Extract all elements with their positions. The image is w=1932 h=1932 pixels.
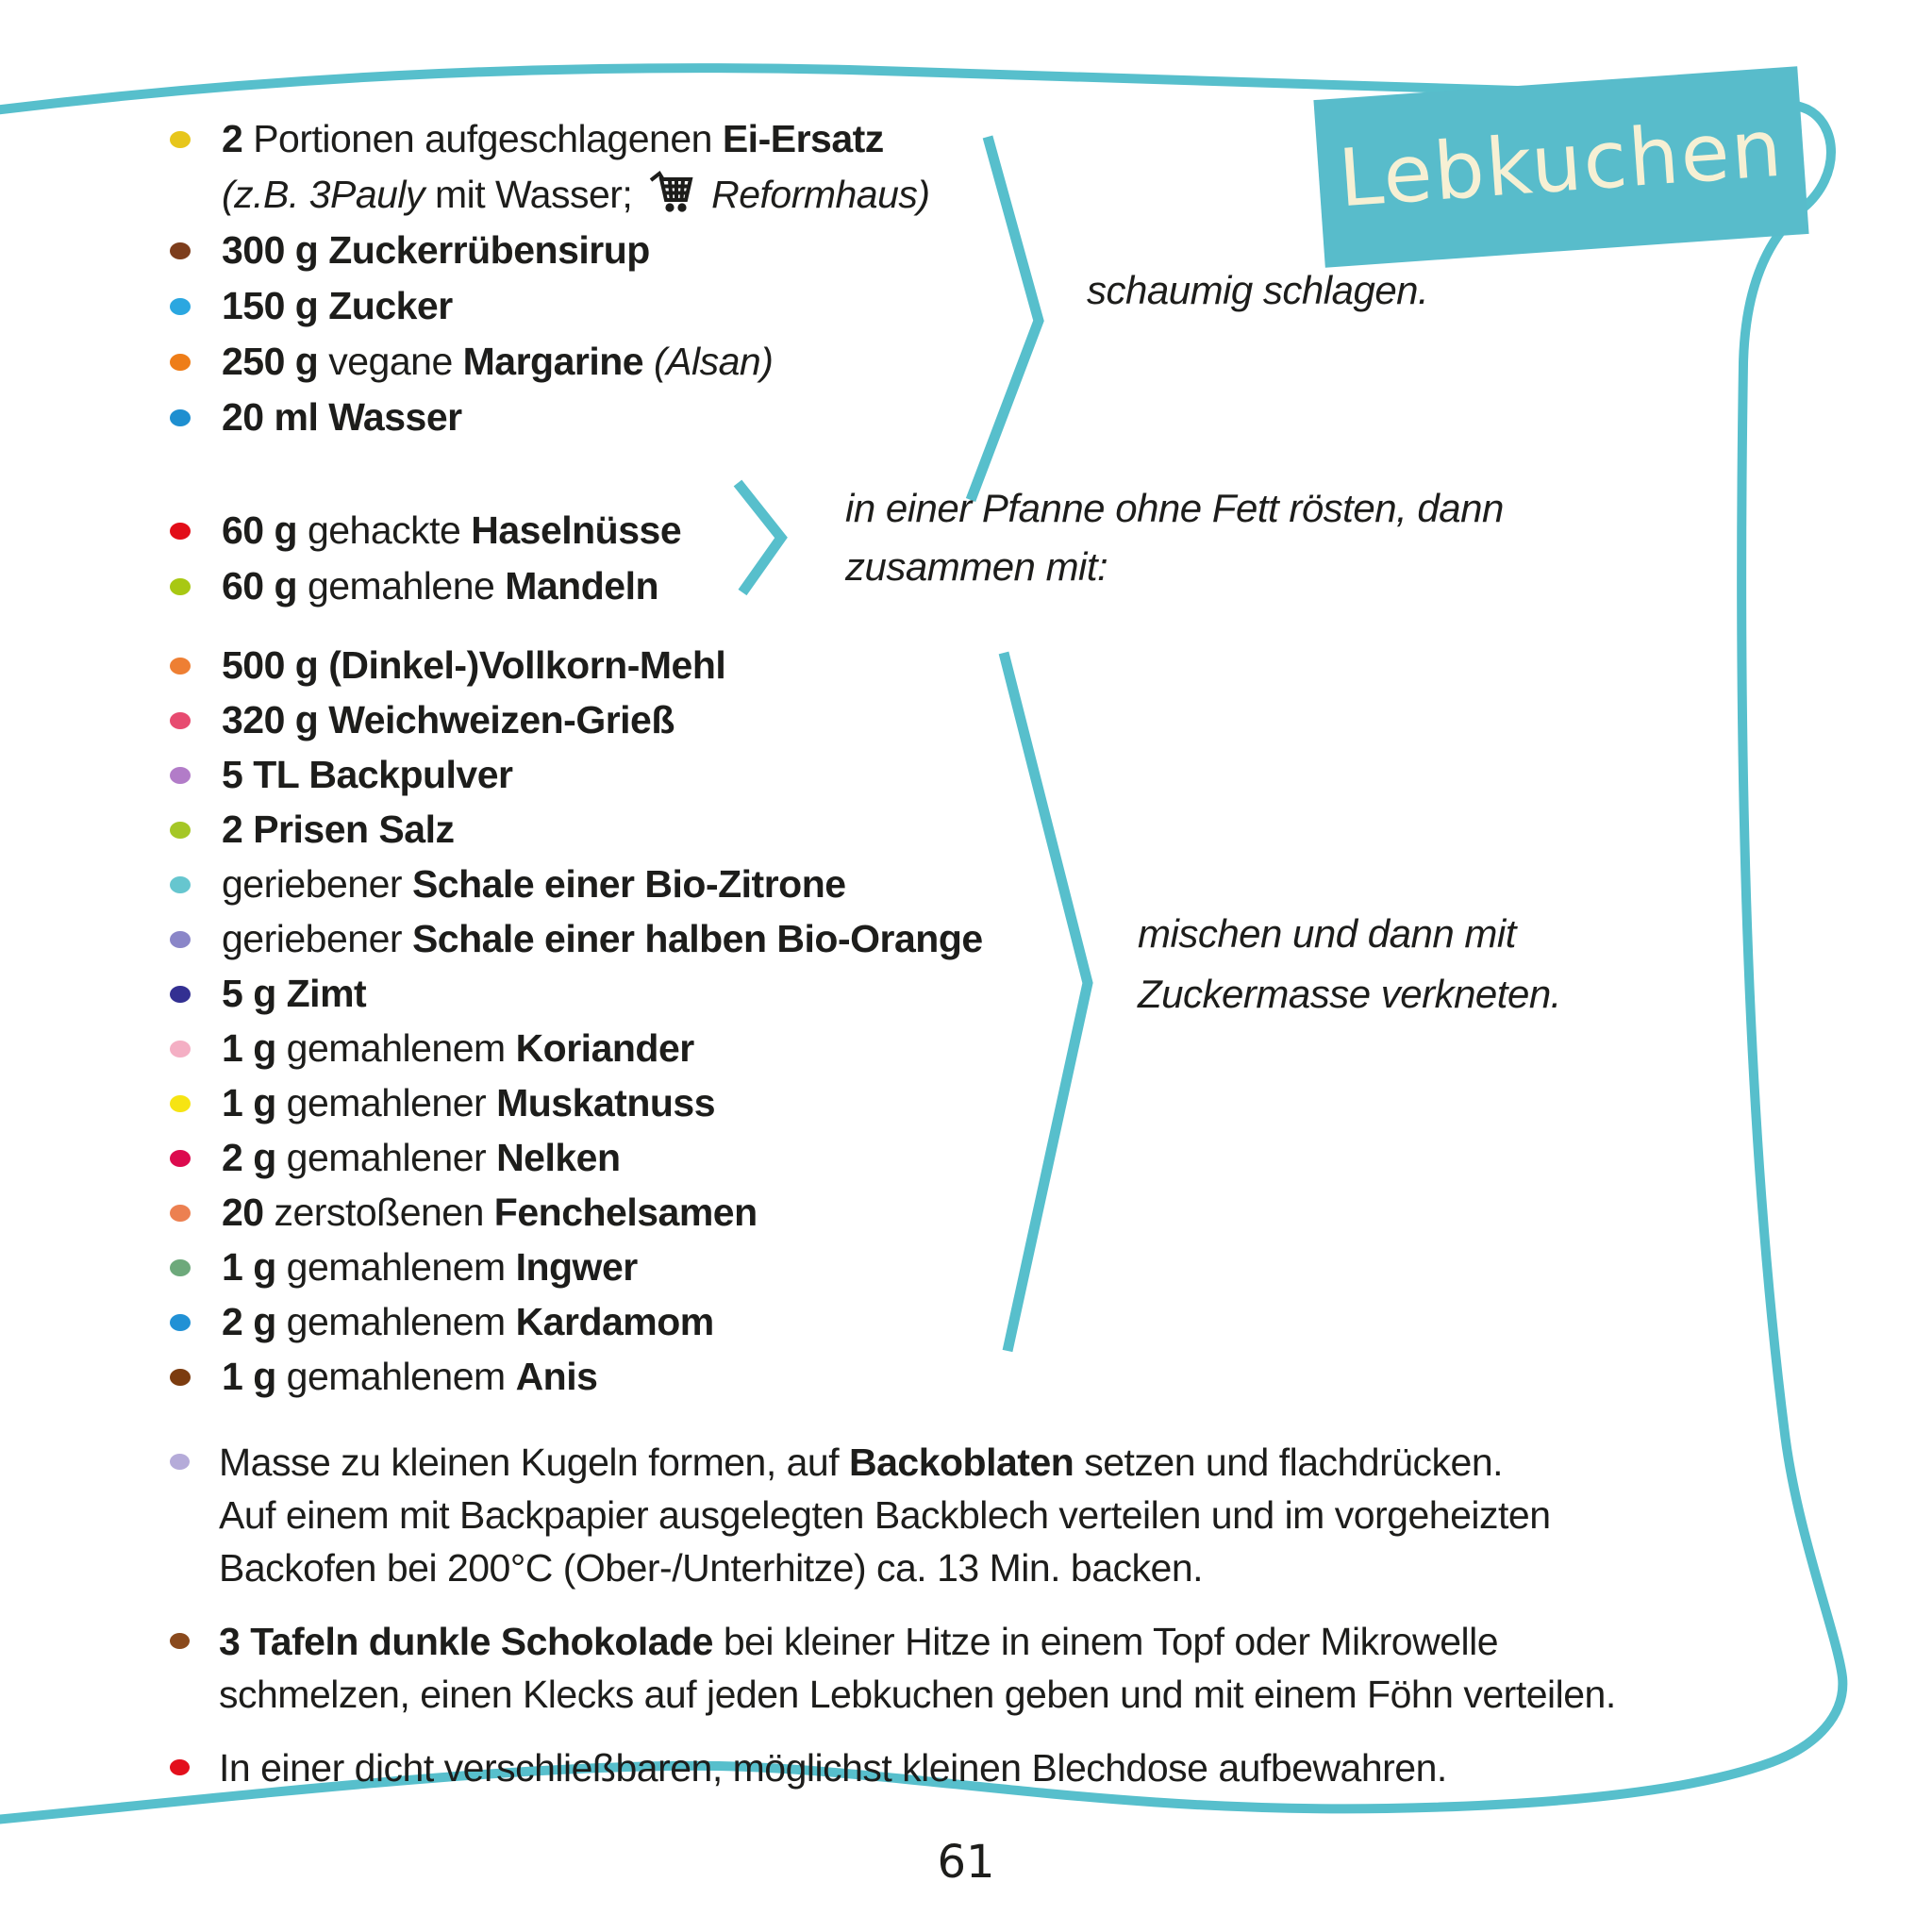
text-line bbox=[222, 503, 681, 558]
text-segment: 1 g bbox=[222, 1245, 287, 1289]
ingredient-item bbox=[170, 111, 930, 223]
text-line bbox=[222, 692, 983, 747]
instruction-wet bbox=[1087, 262, 1428, 319]
instruction-line: Zuckermasse verkneten. bbox=[1138, 972, 1561, 1016]
text-segment: Haselnüsse bbox=[471, 508, 682, 552]
text-segment: 500 g (Dinkel-)Vollkorn-Mehl bbox=[222, 643, 726, 687]
text-segment: Masse zu kleinen Kugeln formen, auf bbox=[219, 1441, 849, 1484]
bullet-dot bbox=[170, 1205, 191, 1222]
text-line bbox=[222, 558, 681, 614]
bullet-dot bbox=[170, 986, 191, 1003]
text-segment: 1 g bbox=[222, 1081, 287, 1124]
bullet-dot bbox=[170, 1259, 191, 1276]
text-segment: (z.B. 3Pauly bbox=[222, 173, 425, 216]
ingredient-item bbox=[170, 1075, 983, 1130]
text-segment: gehackte bbox=[307, 508, 472, 552]
bullet-dot bbox=[170, 1314, 191, 1331]
instruction-line: mischen und dann mit bbox=[1138, 911, 1516, 956]
text-line bbox=[219, 1541, 1774, 1594]
text-line bbox=[222, 1075, 983, 1130]
ingredient-item bbox=[170, 857, 983, 911]
text-segment: 2 Prisen Salz bbox=[222, 808, 455, 851]
text-line bbox=[222, 167, 930, 223]
text-segment: Auf einem mit Backpapier ausgelegten Backblech verteilen und im vorgeheizten bbox=[219, 1493, 1551, 1537]
text-segment: gemahlenem bbox=[286, 1245, 516, 1289]
bullet-dot bbox=[170, 1095, 191, 1112]
text-segment: 5 TL Backpulver bbox=[222, 753, 513, 796]
text-line bbox=[222, 802, 983, 857]
text-segment: In einer dicht verschließbaren, möglichst kleinen Blechdose aufbewahren. bbox=[219, 1746, 1447, 1790]
text-segment: Schale einer Bio-Zitrone bbox=[411, 862, 846, 906]
text-line bbox=[219, 1615, 1774, 1668]
ingredient-item bbox=[170, 911, 983, 966]
text-line bbox=[222, 1294, 983, 1349]
text-line bbox=[222, 1349, 983, 1404]
text-segment: 3 Tafeln dunkle Schokolade bbox=[219, 1620, 713, 1663]
ingredient-item bbox=[170, 278, 930, 334]
ingredient-group-dry bbox=[170, 638, 983, 1404]
bullet-dot bbox=[170, 298, 191, 315]
bullet-dot bbox=[170, 242, 191, 259]
text-segment: gemahlener bbox=[286, 1136, 497, 1179]
text-line bbox=[222, 278, 930, 334]
text-segment: setzen und flachdrücken. bbox=[1074, 1441, 1504, 1484]
text-line bbox=[219, 1741, 1774, 1794]
bullet-dot bbox=[170, 1150, 191, 1167]
ingredient-item bbox=[170, 1185, 983, 1240]
ingredient-item bbox=[170, 1240, 983, 1294]
text-segment: gemahlenem bbox=[286, 1026, 516, 1070]
text-line bbox=[219, 1489, 1774, 1541]
text-segment: Reformhaus) bbox=[701, 173, 930, 216]
text-segment: (Alsan) bbox=[653, 340, 774, 383]
text-segment: 250 g bbox=[222, 340, 329, 383]
text-segment: 1 g bbox=[222, 1355, 287, 1398]
text-line bbox=[222, 390, 930, 445]
bullet-dot bbox=[170, 1369, 191, 1386]
text-segment: Kardamom bbox=[515, 1300, 714, 1343]
group-nuts-brace-icon bbox=[738, 483, 781, 592]
text-segment: 2 g bbox=[222, 1136, 287, 1179]
ingredient-item bbox=[170, 802, 983, 857]
ingredient-item bbox=[170, 390, 930, 445]
group-dry-brace-icon bbox=[1004, 653, 1088, 1351]
bullet-dot bbox=[170, 658, 191, 675]
instruction-line: zusammen mit: bbox=[845, 544, 1108, 589]
recipe-title: Lebkuchen bbox=[1335, 101, 1787, 225]
instruction-nuts bbox=[845, 479, 1504, 596]
text-line bbox=[222, 1130, 983, 1185]
text-segment: 60 g bbox=[222, 508, 308, 552]
text-segment: 2 g bbox=[222, 1300, 287, 1343]
text-segment: Nelken bbox=[496, 1136, 621, 1179]
text-segment: 150 g Zucker bbox=[222, 284, 453, 327]
recipe-title-box bbox=[1313, 66, 1808, 267]
ingredient-item bbox=[170, 692, 983, 747]
text-segment: zerstoßenen bbox=[274, 1191, 494, 1234]
bullet-dot bbox=[170, 876, 191, 893]
ingredient-item bbox=[170, 503, 681, 558]
bullet-dot bbox=[170, 767, 191, 784]
text-line bbox=[222, 747, 983, 802]
text-line bbox=[222, 1185, 983, 1240]
bullet-dot bbox=[170, 578, 191, 595]
text-segment: Margarine bbox=[462, 340, 654, 383]
instruction-dry bbox=[1138, 904, 1561, 1024]
ingredient-item bbox=[170, 223, 930, 278]
text-segment: Ei-Ersatz bbox=[722, 117, 884, 160]
text-line bbox=[222, 857, 983, 911]
text-line bbox=[222, 334, 930, 390]
text-segment: 20 ml Wasser bbox=[222, 395, 462, 439]
instruction-line: schaumig schlagen. bbox=[1087, 268, 1429, 312]
step-item bbox=[170, 1741, 1774, 1794]
ingredient-group-wet bbox=[170, 111, 930, 445]
step-item bbox=[170, 1615, 1774, 1721]
text-line bbox=[222, 223, 930, 278]
text-segment: Muskatnuss bbox=[496, 1081, 716, 1124]
text-segment: gemahlener bbox=[286, 1081, 497, 1124]
bullet-dot bbox=[170, 131, 191, 148]
ingredient-item bbox=[170, 747, 983, 802]
text-line bbox=[219, 1668, 1774, 1721]
step-item bbox=[170, 1436, 1774, 1594]
text-segment: schmelzen, einen Klecks auf jeden Lebkuchen geben und mit einem Föhn verteilen. bbox=[219, 1673, 1616, 1716]
text-segment: 60 g bbox=[222, 564, 308, 608]
text-segment: Ingwer bbox=[515, 1245, 638, 1289]
text-segment: Koriander bbox=[515, 1026, 694, 1070]
bullet-dot bbox=[170, 523, 191, 540]
text-segment: Backofen bei 200°C (Ober-/Unterhitze) ca. 13 Min. backen. bbox=[219, 1546, 1204, 1590]
text-segment: geriebener bbox=[222, 862, 412, 906]
ingredient-group-nuts bbox=[170, 503, 681, 614]
text-segment: geriebener bbox=[222, 917, 412, 960]
bullet-dot bbox=[170, 1041, 191, 1058]
text-segment: gemahlenem bbox=[286, 1300, 516, 1343]
text-segment: vegane bbox=[328, 340, 463, 383]
page-number: 61 bbox=[937, 1836, 995, 1889]
text-line bbox=[222, 966, 983, 1021]
group-wet-brace-icon bbox=[971, 137, 1039, 500]
text-segment: gemahlenem bbox=[286, 1355, 516, 1398]
text-segment: Mandeln bbox=[505, 564, 659, 608]
bullet-dot bbox=[170, 1633, 190, 1649]
preparation-steps bbox=[170, 1436, 1774, 1815]
text-segment: 300 g Zuckerrübensirup bbox=[222, 228, 650, 272]
text-segment: 320 g Weichweizen-Grieß bbox=[222, 698, 675, 741]
text-segment: Schale einer halben Bio-Orange bbox=[411, 917, 983, 960]
text-segment: mit Wasser; bbox=[425, 173, 643, 216]
text-segment: Anis bbox=[515, 1355, 598, 1398]
shopping-cart-icon bbox=[648, 167, 695, 216]
bullet-dot bbox=[170, 822, 191, 839]
text-segment: Backoblaten bbox=[849, 1441, 1074, 1484]
text-line bbox=[219, 1436, 1774, 1489]
ingredient-item bbox=[170, 1349, 983, 1404]
ingredient-item bbox=[170, 1294, 983, 1349]
text-segment: Portionen aufgeschlagenen bbox=[253, 117, 723, 160]
text-segment: gemahlene bbox=[307, 564, 506, 608]
text-segment: 5 g Zimt bbox=[222, 972, 367, 1015]
text-line bbox=[222, 1021, 983, 1075]
ingredient-item bbox=[170, 1130, 983, 1185]
bullet-dot bbox=[170, 409, 191, 426]
text-segment: 20 bbox=[222, 1191, 275, 1234]
ingredient-item bbox=[170, 334, 930, 390]
text-line bbox=[222, 911, 983, 966]
ingredient-item bbox=[170, 638, 983, 692]
text-line bbox=[222, 1240, 983, 1294]
text-segment: bei kleiner Hitze in einem Topf oder Mikrowelle bbox=[712, 1620, 1499, 1663]
text-segment: 1 g bbox=[222, 1026, 287, 1070]
bullet-dot bbox=[170, 354, 191, 371]
ingredient-item bbox=[170, 966, 983, 1021]
bullet-dot bbox=[170, 712, 191, 729]
text-segment: 2 bbox=[222, 117, 254, 160]
text-line bbox=[222, 111, 930, 167]
text-segment: Fenchelsamen bbox=[493, 1191, 758, 1234]
ingredient-item bbox=[170, 558, 681, 614]
bullet-dot bbox=[170, 1759, 190, 1775]
text-line bbox=[222, 638, 983, 692]
ingredient-item bbox=[170, 1021, 983, 1075]
bullet-dot bbox=[170, 1454, 190, 1470]
bullet-dot bbox=[170, 931, 191, 948]
instruction-line: in einer Pfanne ohne Fett rösten, dann bbox=[845, 486, 1504, 530]
